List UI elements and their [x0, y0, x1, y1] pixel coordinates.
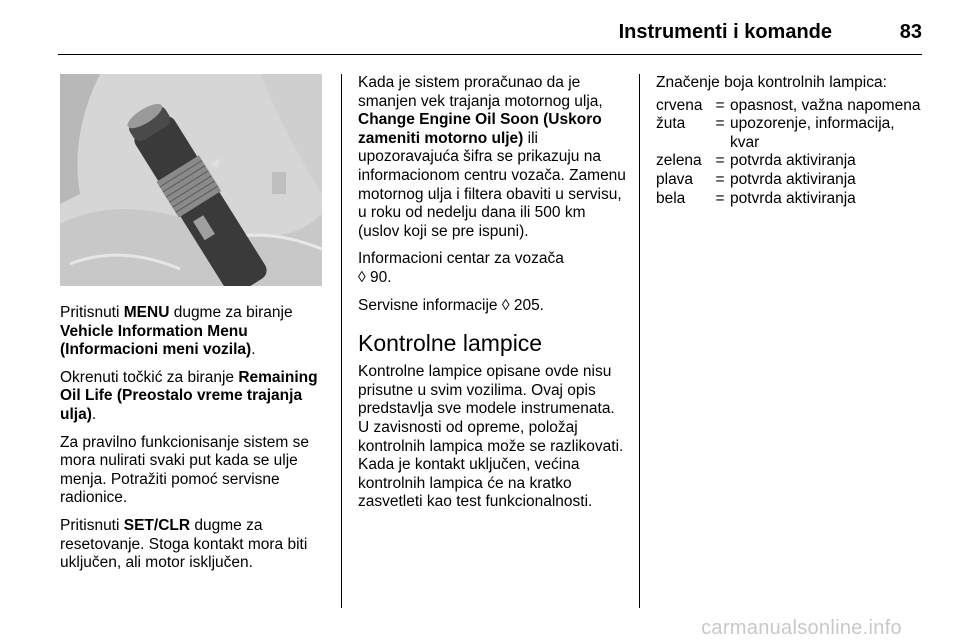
color-name: bela — [656, 189, 686, 207]
cross-reference[interactable]: Servisne informacije ◊ 205. — [358, 296, 544, 314]
paragraph: Pritisnuti SET/CLR dugme za resetovanje. Stoga kontakt mora biti uključen, ali motor isključen. — [60, 516, 308, 572]
column-3 — [656, 74, 924, 208]
paragraph: Kontrolne lampice opisane ovde nisu prisutne u svim vozilima. Ovaj opis predstavlja sve modele instrumenata. U zavisnosti od opreme, položaj kontrolnih lampica može se razlikovati. Kada je kontakt uključen, većina kontrolnih lampica će na kratko zasvetleti kao test funkcionalnosti. — [358, 363, 624, 511]
column-2 — [358, 74, 626, 521]
color-intro: Značenje boja kontrolnih lampica: — [656, 74, 887, 91]
page-number: 83 — [899, 21, 922, 43]
color-name: žuta — [656, 115, 686, 133]
watermark: carmanualsonline.info — [701, 617, 902, 639]
paragraph: Za pravilno funkcionisanje sistem se mora nulirati svaki put kada se ulje menja. Potražiti pomoć servisne radionice. — [60, 433, 309, 507]
color-row — [656, 152, 924, 171]
column-divider — [341, 74, 342, 608]
color-name: plava — [656, 170, 694, 188]
cross-reference[interactable]: Informacioni centar za vozača ◊ 90. — [358, 250, 564, 286]
equals-sign: = — [715, 189, 725, 207]
color-row — [656, 115, 924, 152]
paragraph: Pritisnuti MENU dugme za biranje Vehicle Information Menu (Informacioni meni vozila). — [60, 304, 293, 359]
header-title: Instrumenti i komande — [618, 21, 832, 43]
section-heading: Kontrolne lampice — [358, 330, 543, 357]
color-meaning: upozorenje, informacija, kvar — [730, 115, 895, 151]
equals-sign: = — [715, 170, 725, 188]
stalk-control-photo — [60, 74, 322, 286]
page-header — [58, 14, 922, 50]
header-rule — [58, 54, 922, 55]
color-meaning: potvrda aktiviranja — [730, 189, 856, 207]
color-meaning: potvrda aktiviranja — [730, 152, 856, 170]
stalk-illustration — [60, 74, 322, 286]
color-meaning-table — [656, 97, 924, 209]
menu-button-label: MENU — [123, 304, 170, 321]
paragraph: Okrenuti točkić za biranje Remaining Oil Life (Preostalo vreme trajanja ulja). — [60, 368, 318, 423]
paragraph: Kada je sistem proračunao da je smanjen vek trajanja motornog ulja, Change Engine Oil Soon (Uskoro zameniti motorno ulje) ili upozoravajuća šifra se prikazuju na informacionom centru vozača. Zamenu motornog ulja i filtera obaviti u servisu, u roku od nedelju dana ili 500 km (uslov koji se pre ispuni). — [358, 74, 626, 240]
column-divider — [639, 74, 640, 608]
equals-sign: = — [715, 96, 725, 114]
color-row — [656, 97, 924, 116]
color-row — [656, 190, 924, 209]
page-ref: ◊ 90. — [358, 268, 392, 286]
color-row — [656, 171, 924, 190]
color-meaning: potvrda aktiviranja — [730, 170, 856, 188]
column-1 — [60, 74, 324, 582]
set-clr-button-label: SET/CLR — [123, 516, 191, 534]
page-ref: ◊ 205. — [501, 296, 544, 314]
equals-sign: = — [715, 115, 725, 133]
color-meaning: opasnost, važna napomena — [730, 96, 921, 114]
color-name: zelena — [656, 152, 702, 170]
equals-sign: = — [715, 152, 725, 170]
color-name: crvena — [656, 96, 703, 114]
